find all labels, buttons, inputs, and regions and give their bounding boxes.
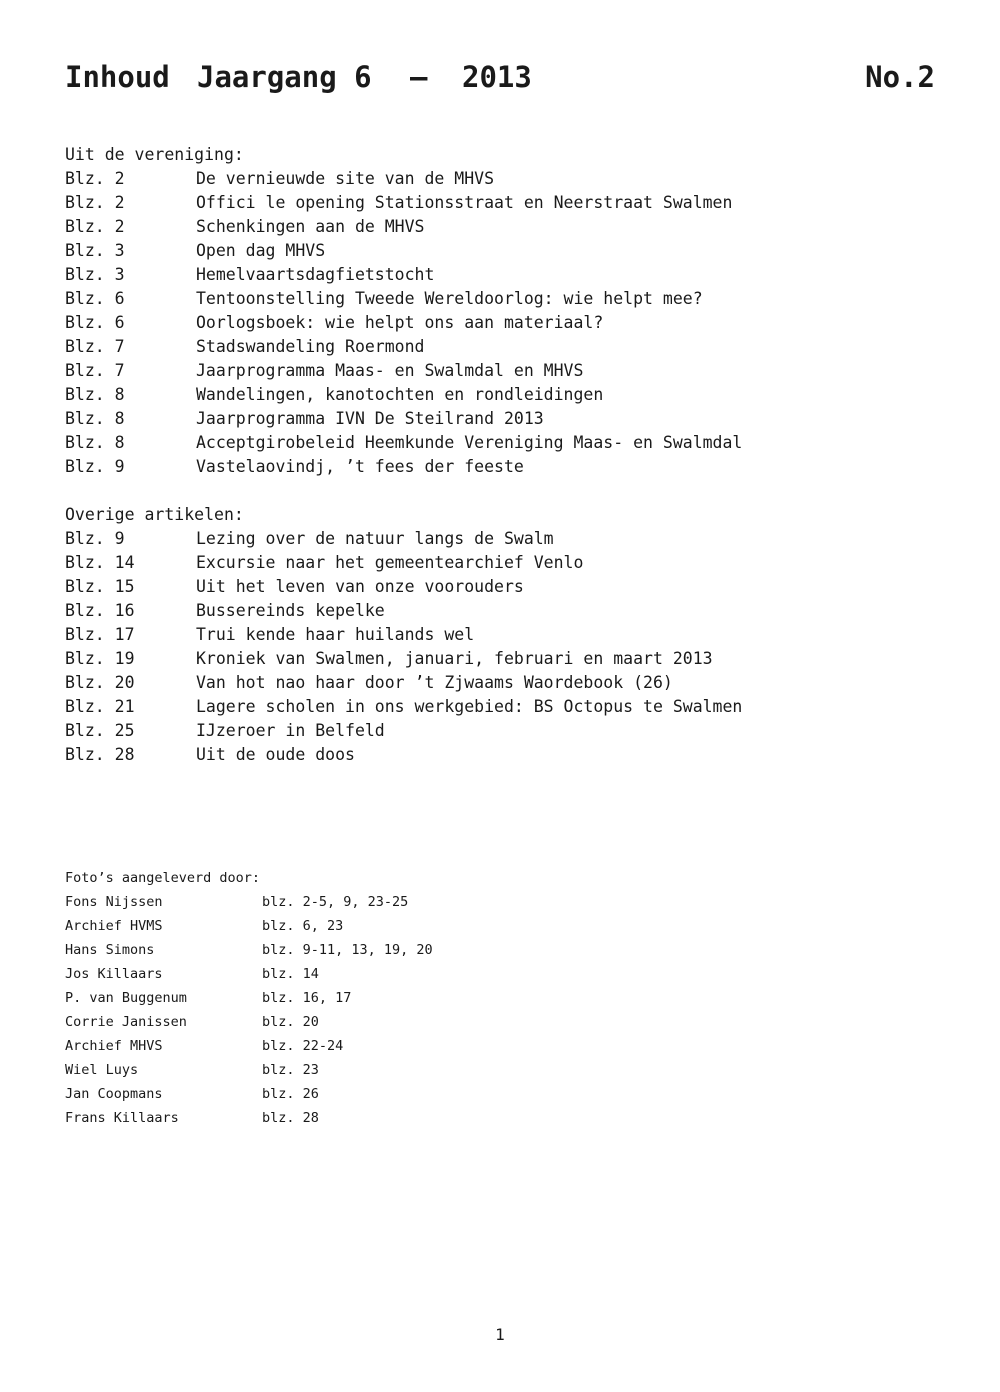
- section-vereniging: [65, 143, 743, 479]
- toc-entry: [65, 359, 584, 383]
- credit-pages: blz. 2-5, 9, 23-25: [262, 894, 409, 910]
- section-title: Uit de vereniging:: [65, 145, 244, 164]
- credit-pages: blz. 16, 17: [262, 990, 352, 1006]
- page-number: 1: [495, 1325, 505, 1344]
- toc-entry: [65, 215, 425, 239]
- toc-entry: [65, 695, 743, 719]
- toc-article-title: De vernieuwde site van de MHVS: [196, 169, 495, 188]
- toc-page-ref: Blz. 9: [65, 457, 125, 476]
- toc-page-ref: Blz. 6: [65, 313, 125, 332]
- credit-pages: blz. 20: [262, 1014, 319, 1030]
- toc-entry: [65, 191, 733, 215]
- credit-photographer: Archief MHVS: [65, 1038, 163, 1054]
- toc-entry: [65, 719, 385, 743]
- toc-article-title: Jaarprogramma Maas- en Swalmdal en MHVS: [196, 361, 584, 380]
- credit-entry: [65, 938, 433, 962]
- header-title: Inhoud: [65, 60, 170, 94]
- credit-entry: [65, 914, 344, 938]
- photo-credits: [65, 866, 433, 1130]
- credit-entry: [65, 986, 352, 1010]
- toc-page-ref: Blz. 3: [65, 265, 125, 284]
- credit-entry: [65, 890, 409, 914]
- toc-article-title: Schenkingen aan de MHVS: [196, 217, 425, 236]
- toc-entry: [65, 239, 326, 263]
- page-header: [65, 60, 935, 100]
- toc-page-ref: Blz. 17: [65, 625, 135, 644]
- credit-photographer: Frans Killaars: [65, 1110, 179, 1126]
- toc-entry: [65, 407, 544, 431]
- toc-article-title: Vastelaovindj, ’t fees der feeste: [196, 457, 524, 476]
- toc-article-title: Wandelingen, kanotochten en rondleidingen: [196, 385, 604, 404]
- toc-entry: [65, 575, 524, 599]
- toc-article-title: Oorlogsboek: wie helpt ons aan materiaal?: [196, 313, 604, 332]
- toc-page-ref: Blz. 2: [65, 169, 125, 188]
- toc-entry: [65, 647, 713, 671]
- credit-photographer: Corrie Janissen: [65, 1014, 187, 1030]
- toc-article-title: Uit de oude doos: [196, 745, 355, 764]
- credit-photographer: P. van Buggenum: [65, 990, 187, 1006]
- toc-page-ref: Blz. 6: [65, 289, 125, 308]
- toc-page-ref: Blz. 2: [65, 193, 125, 212]
- toc-entry: [65, 287, 703, 311]
- toc-page-ref: Blz. 3: [65, 241, 125, 260]
- toc-article-title: Van hot nao haar door ’t Zjwaams Waordebook (26): [196, 673, 673, 692]
- toc-page-ref: Blz. 7: [65, 337, 125, 356]
- credit-photographer: Jan Coopmans: [65, 1086, 163, 1102]
- toc-entry: [65, 623, 475, 647]
- toc-article-title: Offici le opening Stationsstraat en Neerstraat Swalmen: [196, 193, 733, 212]
- toc-list: [65, 527, 743, 767]
- toc-page-ref: Blz. 9: [65, 529, 125, 548]
- toc-article-title: Excursie naar het gemeentearchief Venlo: [196, 553, 584, 572]
- credit-entry: [65, 1106, 319, 1130]
- header-volume: Jaargang 6: [197, 60, 372, 94]
- toc-page-ref: Blz. 7: [65, 361, 125, 380]
- credit-entry: [65, 1034, 344, 1058]
- section-overige-artikelen: [65, 503, 743, 767]
- toc-article-title: Open dag MHVS: [196, 241, 326, 260]
- toc-page-ref: Blz. 14: [65, 553, 135, 572]
- toc-entry: [65, 551, 584, 575]
- toc-page-ref: Blz. 20: [65, 673, 135, 692]
- toc-article-title: Lezing over de natuur langs de Swalm: [196, 529, 554, 548]
- credit-entry: [65, 1010, 319, 1034]
- toc-entry: [65, 335, 425, 359]
- credit-pages: blz. 23: [262, 1062, 319, 1078]
- toc-article-title: Tentoonstelling Tweede Wereldoorlog: wie helpt mee?: [196, 289, 703, 308]
- toc-entry: [65, 431, 743, 455]
- credit-pages: blz. 14: [262, 966, 319, 982]
- toc-page-ref: Blz. 25: [65, 721, 135, 740]
- toc-list: [65, 167, 743, 479]
- credit-photographer: Jos Killaars: [65, 966, 163, 982]
- credit-photographer: Hans Simons: [65, 942, 155, 958]
- credit-pages: blz. 6, 23: [262, 918, 344, 934]
- toc-article-title: IJzeroer in Belfeld: [196, 721, 385, 740]
- credit-photographer: Fons Nijssen: [65, 894, 163, 910]
- credit-pages: blz. 9-11, 13, 19, 20: [262, 942, 433, 958]
- toc-page-ref: Blz. 8: [65, 433, 125, 452]
- toc-entry: [65, 263, 435, 287]
- credit-entry: [65, 962, 319, 986]
- toc-page-ref: Blz. 8: [65, 409, 125, 428]
- toc-entry: [65, 167, 495, 191]
- header-year: 2013: [462, 60, 532, 94]
- toc-article-title: Bussereinds kepelke: [196, 601, 385, 620]
- toc-page-ref: Blz. 2: [65, 217, 125, 236]
- credit-entry: [65, 1058, 319, 1082]
- toc-entry: [65, 455, 524, 479]
- section-title: Overige artikelen:: [65, 505, 244, 524]
- toc-article-title: Lagere scholen in ons werkgebied: BS Octopus te Swalmen: [196, 697, 743, 716]
- toc-entry: [65, 311, 604, 335]
- toc-page-ref: Blz. 28: [65, 745, 135, 764]
- toc-page-ref: Blz. 16: [65, 601, 135, 620]
- credit-photographer: Wiel Luys: [65, 1062, 139, 1078]
- header-issue-number: No.2: [865, 60, 935, 94]
- toc-page-ref: Blz. 15: [65, 577, 135, 596]
- toc-entry: [65, 599, 385, 623]
- credit-pages: blz. 26: [262, 1086, 319, 1102]
- toc-page-ref: Blz. 19: [65, 649, 135, 668]
- credit-entry: [65, 1082, 319, 1106]
- toc-entry: [65, 671, 673, 695]
- credit-photographer: Archief HVMS: [65, 918, 163, 934]
- toc-article-title: Kroniek van Swalmen, januari, februari en maart 2013: [196, 649, 713, 668]
- toc-article-title: Stadswandeling Roermond: [196, 337, 425, 356]
- toc-article-title: Acceptgirobeleid Heemkunde Vereniging Maas- en Swalmdal: [196, 433, 743, 452]
- toc-article-title: Hemelvaartsdagfietstocht: [196, 265, 435, 284]
- header-dash: –: [410, 60, 428, 94]
- toc-entry: [65, 383, 604, 407]
- credits-title: Foto’s aangeleverd door:: [65, 870, 261, 886]
- credits-list: [65, 890, 433, 1130]
- toc-entry: [65, 527, 554, 551]
- credit-pages: blz. 22-24: [262, 1038, 344, 1054]
- toc-page-ref: Blz. 21: [65, 697, 135, 716]
- toc-page-ref: Blz. 8: [65, 385, 125, 404]
- toc-article-title: Uit het leven van onze voorouders: [196, 577, 524, 596]
- toc-article-title: Jaarprogramma IVN De Steilrand 2013: [196, 409, 544, 428]
- credit-pages: blz. 28: [262, 1110, 319, 1126]
- toc-entry: [65, 743, 355, 767]
- toc-article-title: Trui kende haar huilands wel: [196, 625, 475, 644]
